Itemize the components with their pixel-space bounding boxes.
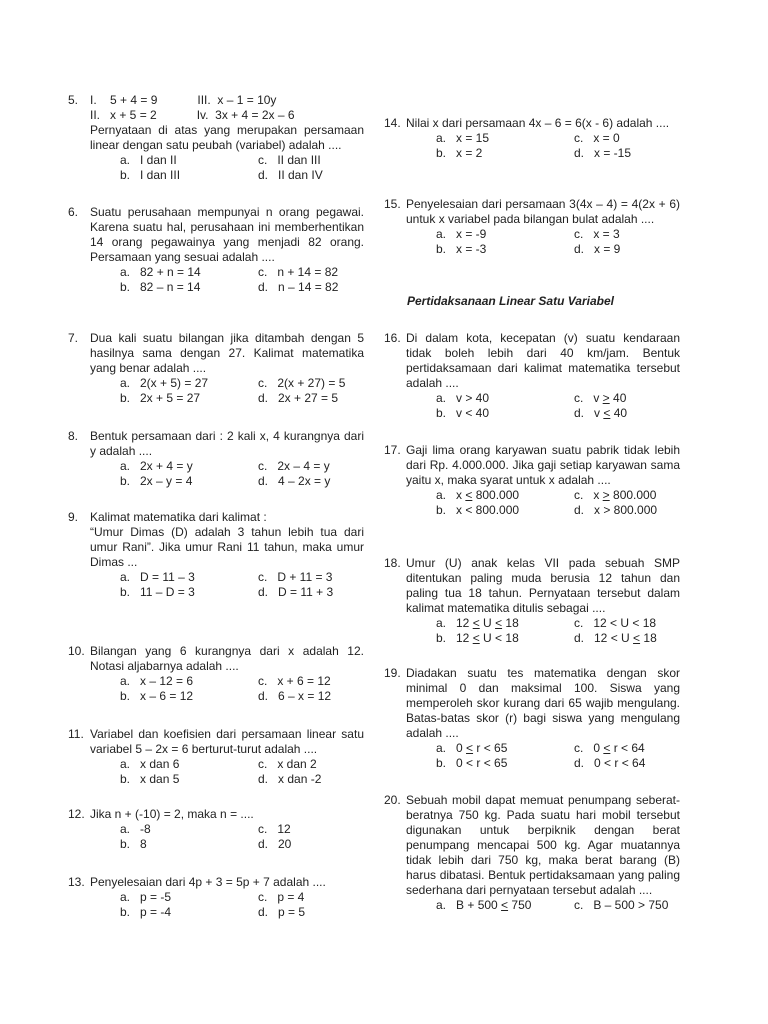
answer-option[interactable]: c. n + 14 = 82 [258,265,339,279]
answer-option[interactable]: a. I dan II [120,153,177,167]
answer-option[interactable]: b. x = -3 [436,242,487,256]
answer-options [120,376,364,406]
question-body [90,510,364,600]
answer-options [436,131,680,161]
question-text: Umur (U) anak kelas VII pada sebuah SMP ditentukan paling muda berusia 12 tahun dan paling tua 18 tahun. Pernyataan tersebut dalam kalimat matematika ditulis sebagai .... [406,556,680,615]
question-19 [384,666,680,771]
question-body [90,331,364,406]
question-text: Penyelesaian dari persamaan 3(4x – 4) = 4(2x + 6) untuk x variabel pada bilangan bulat adalah .... [406,197,680,226]
answer-option[interactable]: b. 2x – y = 4 [120,474,193,488]
question-number: 13. [68,875,85,889]
question-text: Dua kali suatu bilangan jika ditambah dengan 5 hasilnya sama dengan 27. Kalimat matematika yang benar adalah .... [90,331,364,375]
answer-option[interactable]: b. 2x + 5 = 27 [120,391,201,405]
answer-option[interactable]: a. 0 < r < 65 [436,741,508,755]
question-18 [384,556,680,646]
answer-option[interactable]: a. v > 40 [436,391,490,405]
question-text: Gaji lima orang karyawan suatu pabrik tidak lebih dari Rp. 4.000.000. Jika gaji setiap karyawan sama yaitu x, maka syarat untuk x adalah .... [406,443,680,487]
answer-options [120,674,364,704]
answer-option[interactable]: a. x – 12 = 6 [120,674,194,688]
answer-option[interactable]: c. x + 6 = 12 [258,674,331,688]
question-11 [68,727,364,787]
question-16 [384,331,680,421]
answer-option[interactable]: a. 12 < U < 18 [436,616,519,630]
question-number: 5. [68,93,79,107]
answer-options [120,890,364,920]
question-number: 14. [384,116,401,130]
answer-options [120,153,364,183]
answer-option[interactable]: b. x < 800.000 [436,503,520,517]
question-number: 18. [384,556,401,570]
question-text: Variabel dan koefisien dari persamaan linear satu variabel 5 – 2x = 6 berturut-turut adalah .... [90,727,364,756]
question-body [406,666,680,771]
answer-option[interactable]: a. B + 500 < 750 [436,898,532,912]
question-10 [68,644,364,704]
answer-option[interactable]: b. 0 < r < 65 [436,756,508,770]
answer-option[interactable]: b. 8 [120,837,147,851]
question-9 [68,510,364,600]
answer-option[interactable]: b. 82 – n = 14 [120,280,201,294]
answer-option[interactable]: a. x < 800.000 [436,488,520,502]
answer-options [436,616,680,646]
answer-option[interactable]: b. p = -4 [120,905,172,919]
question-number: 19. [384,666,401,680]
answer-option[interactable]: d. x dan -2 [258,772,322,786]
answer-option[interactable]: d. v < 40 [574,406,628,420]
answer-option[interactable]: a. x = 15 [436,131,490,145]
answer-option[interactable]: a. x = -9 [436,227,487,241]
answer-option[interactable]: d. n – 14 = 82 [258,280,339,294]
answer-options [120,459,364,489]
section-heading: Pertidaksanaan Linear Satu Variabel [407,294,614,308]
question-body [90,727,364,787]
answer-option[interactable]: a. 2(x + 5) = 27 [120,376,209,390]
question-number: 11. [68,727,84,741]
answer-options [436,227,680,257]
answer-option[interactable]: a. 82 + n = 14 [120,265,201,279]
question-text: Suatu perusahaan mempunyai n orang pegawai. Karena suatu hal, perusahaan ini memberhentikan 14 orang pegawainya yang menjadi 82 orang. Persamaan yang sesuai adalah .... [90,205,364,264]
question-number: 8. [68,429,79,443]
answer-option[interactable]: c. x > 800.000 [574,488,657,502]
answer-option[interactable]: c. v > 40 [574,391,627,405]
question-text: Sebuah mobil dapat memuat penumpang seberat-beratnya 750 kg. Pada suatu hari mobil tersebut digunakan untuk berpiknik dengan berat penumpang mencapai 500 kg. Agar muatannya tidak lebih dari 750 kg, maka berat barang (B) harus dibatasi. Bentuk pertidaksamaan yang paling sederhana dari pernyataan tersebut adalah .... [406,793,680,897]
answer-options [120,265,364,295]
answer-option[interactable]: b. I dan III [120,168,181,182]
answer-option[interactable]: a. -8 [120,822,151,836]
question-13 [68,875,364,920]
answer-option[interactable]: d. p = 5 [258,905,306,919]
question-number: 9. [68,510,79,524]
question-text: Di dalam kota, kecepatan (v) suatu kendaraan tidak boleh lebih dari 40 km/jam. Bentuk pertidaksamaan dari kalimat matematika tersebut adalah .... [406,331,680,390]
question-text: Penyelesaian dari 4p + 3 = 5p + 7 adalah .... [90,875,326,889]
answer-option[interactable]: c. x dan 2 [258,757,317,771]
answer-option[interactable]: b. x – 6 = 12 [120,689,194,703]
answer-option[interactable]: c. 2(x + 27) = 5 [258,376,346,390]
question-body [406,556,680,646]
answer-option[interactable]: c. x = 0 [574,131,620,145]
answer-option[interactable]: d. 12 < U < 18 [574,631,657,645]
answer-option[interactable]: a. 2x + 4 = y [120,459,193,473]
answer-option[interactable]: d. 2x + 27 = 5 [258,391,339,405]
question-number: 10. [68,644,85,658]
answer-option[interactable]: a. x dan 6 [120,757,180,771]
statement-line: II. x + 5 = 2 Iv. 3x + 4 = 2x – 6 [90,108,295,122]
question-number: 15. [384,197,401,211]
question-text: Diadakan suatu tes matematika dengan skor minimal 0 dan maksimal 100. Siswa yang memperoleh skor kurang dari 65 wajib mengulang. Batas-batas skor (r) bagi siswa yang mengulang adalah .... [406,666,680,740]
question-text: Bilangan yang 6 kurangnya dari x adalah 12. Notasi aljabarnya adalah .... [90,644,364,673]
question-15 [384,197,680,257]
question-body [90,807,364,852]
question-body [406,793,680,913]
question-7 [68,331,364,406]
answer-option[interactable]: c. II dan III [258,153,321,167]
answer-options [436,898,680,913]
answer-option[interactable]: d. x = 9 [574,242,621,256]
question-body [90,875,364,920]
question-number: 7. [68,331,79,345]
question-body [90,93,364,183]
question-number: 16. [384,331,401,345]
answer-options [436,488,680,518]
question-body [406,331,680,421]
question-17 [384,443,680,518]
answer-option[interactable]: b. 12 < U < 18 [436,631,519,645]
answer-option[interactable]: b. x dan 5 [120,772,180,786]
statement-line: I. 5 + 4 = 9 III. x – 1 = 10y [90,93,277,107]
answer-options [120,822,364,852]
question-body [90,644,364,704]
answer-options [436,391,680,421]
answer-option[interactable]: c. x = 3 [574,227,620,241]
answer-option[interactable]: a. p = -5 [120,890,172,904]
question-14 [384,116,680,161]
answer-option[interactable]: a. D = 11 – 3 [120,570,195,584]
answer-option[interactable]: c. 12 < U < 18 [574,616,657,630]
answer-options [436,741,680,771]
answer-option[interactable]: b. v < 40 [436,406,490,420]
answer-options [120,570,364,600]
answer-option[interactable]: c. 2x – 4 = y [258,459,330,473]
question-12 [68,807,364,852]
answer-option[interactable]: d. 0 < r < 64 [574,756,646,770]
question-number: 6. [68,205,79,219]
question-text: Bentuk persamaan dari : 2 kali x, 4 kurangnya dari y adalah .... [90,429,364,458]
question-text: Nilai x dari persamaan 4x – 6 = 6(x - 6) adalah .... [406,116,670,130]
answer-option[interactable]: c. B – 500 > 750 [574,898,669,912]
answer-option[interactable]: b. 11 – D = 3 [120,585,195,599]
question-6 [68,205,364,295]
answer-options [120,757,364,787]
answer-option[interactable]: d. 20 [258,837,292,851]
question-body [90,429,364,489]
answer-option[interactable]: c. 0 < r < 64 [574,741,645,755]
question-text: Pernyataan di atas yang merupakan persamaan linear dengan satu peubah (variabel) adalah .... [90,123,364,152]
question-body [406,197,680,257]
question-text: Jika n + (-10) = 2, maka n = .... [90,807,254,821]
question-20 [384,793,680,913]
answer-option[interactable]: c. D + 11 = 3 [258,570,333,584]
answer-option[interactable]: d. II dan IV [258,168,323,182]
question-body [90,205,364,295]
question-5 [68,93,364,183]
question-body [406,443,680,518]
answer-option[interactable]: d. D = 11 + 3 [258,585,334,599]
question-text: Kalimat matematika dari kalimat : “Umur Dimas (D) adalah 3 tahun lebih tua dari umur Rani”. Jika umur Rani 11 tahun, maka umur Dimas ... [90,510,364,569]
answer-option[interactable]: d. x > 800.000 [574,503,658,517]
answer-option[interactable]: c. p = 4 [258,890,305,904]
question-number: 20. [384,793,401,807]
question-number: 17. [384,443,401,457]
answer-option[interactable]: d. x = -15 [574,146,632,160]
answer-option[interactable]: d. 6 – x = 12 [258,689,332,703]
answer-option[interactable]: b. x = 2 [436,146,483,160]
answer-option[interactable]: c. 12 [258,822,291,836]
answer-option[interactable]: d. 4 – 2x = y [258,474,331,488]
question-body [406,116,680,161]
question-8 [68,429,364,489]
question-number: 12. [68,807,85,821]
